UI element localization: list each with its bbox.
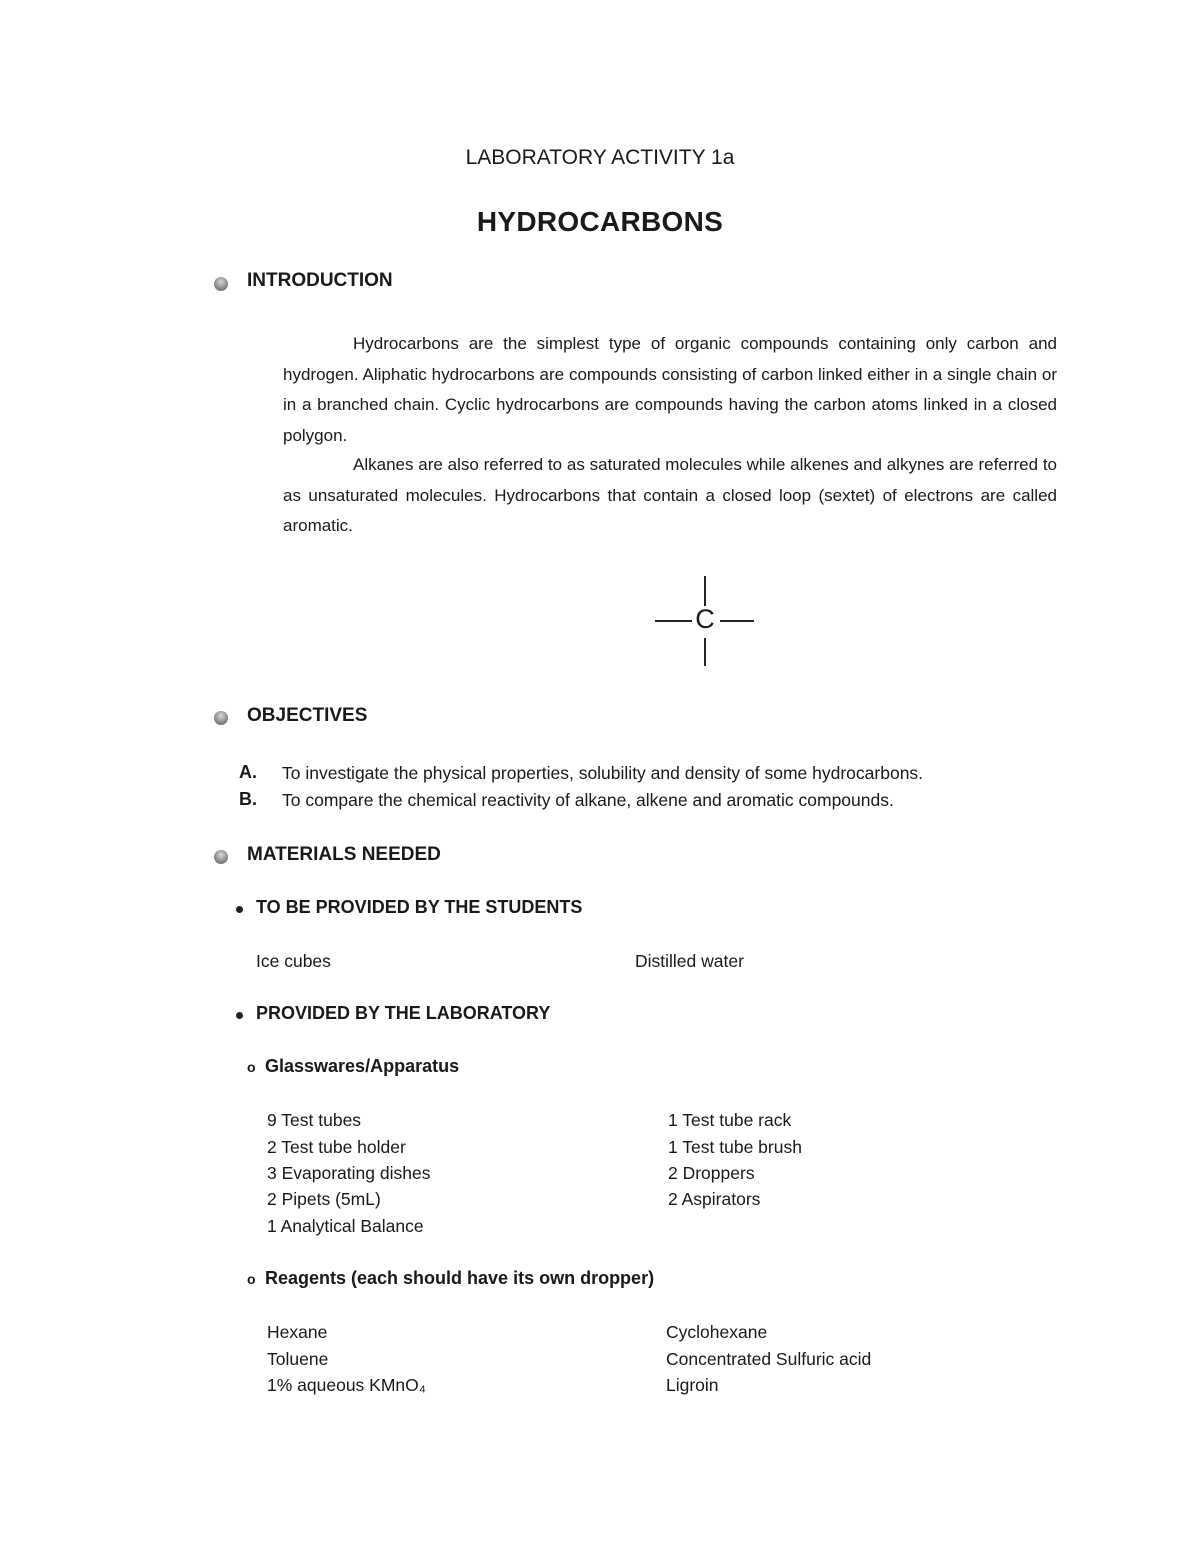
bond-right: [720, 620, 754, 622]
laboratory-heading: PROVIDED BY THE LABORATORY: [256, 1003, 551, 1023]
glassware-heading: Glasswares/Apparatus: [265, 1056, 460, 1076]
objectives-heading: OBJECTIVES: [247, 705, 368, 726]
glassware-item: 9 Test tubes: [267, 1110, 362, 1130]
reagents-heading: Reagents (each should have its own dropper): [265, 1268, 655, 1288]
reagent-item: Concentrated Sulfuric acid: [666, 1349, 872, 1369]
introduction-paragraph-1: [283, 329, 1057, 451]
reagent-item: Ligroin: [666, 1375, 719, 1395]
glassware-item: 1 Analytical Balance: [267, 1216, 424, 1236]
student-item-distilled-water: Distilled water: [635, 951, 744, 971]
objective-b-letter: B.: [239, 789, 257, 809]
bullet-dot-icon: [236, 906, 243, 913]
glassware-item: 1 Test tube brush: [668, 1137, 802, 1157]
carbon-atom-label: C: [695, 604, 715, 634]
section-bullet-icon: [214, 711, 228, 725]
student-item-ice-cubes: Ice cubes: [256, 951, 331, 971]
glassware-item: 2 Pipets (5mL): [267, 1189, 381, 1209]
glassware-item: 1 Test tube rack: [668, 1110, 792, 1130]
sub-bullet-icon: o: [247, 1271, 256, 1287]
reagent-item: Toluene: [267, 1349, 329, 1369]
objective-b-text: To compare the chemical reactivity of alkane, alkene and aromatic compounds.: [282, 790, 894, 810]
objective-a-text: To investigate the physical properties, solubility and density of some hydrocarbons.: [282, 763, 924, 783]
introduction-paragraph-2-text: Alkanes are also referred to as saturated molecules while alkenes and alkynes are referred to as unsaturated molecules. Hydrocarbons that contain a closed loop (sextet) of electrons are called aromatic.: [283, 455, 1057, 535]
bond-left: [655, 620, 692, 622]
reagent-item: Cyclohexane: [666, 1322, 768, 1342]
bond-bottom: [704, 638, 706, 666]
objective-a-letter: A.: [239, 762, 257, 782]
reagent-item: 1% aqueous KMnO₄: [267, 1375, 426, 1395]
introduction-paragraph-1-text: Hydrocarbons are the simplest type of organic compounds containing only carbon and hydrogen. Aliphatic hydrocarbons are compounds consisting of carbon linked either in a single chain or in a branched chain. Cyclic hydrocarbons are compounds having the carbon atoms linked in a closed polygon.: [283, 334, 1057, 445]
bond-top: [704, 576, 706, 606]
lab-activity-subtitle: LABORATORY ACTIVITY 1a: [465, 146, 735, 169]
bullet-dot-icon: [236, 1012, 243, 1019]
section-bullet-icon: [214, 850, 228, 864]
sub-bullet-icon: o: [247, 1059, 256, 1075]
materials-heading: MATERIALS NEEDED: [247, 844, 441, 865]
section-bullet-icon: [214, 277, 228, 291]
page-title: HYDROCARBONS: [476, 206, 724, 237]
glassware-item: 2 Droppers: [668, 1163, 755, 1183]
glassware-item: 3 Evaporating dishes: [267, 1163, 431, 1183]
glassware-item: 2 Aspirators: [668, 1189, 761, 1209]
carbon-bond-diagram: [650, 572, 760, 672]
introduction-paragraph-2: [283, 450, 1057, 542]
glassware-item: 2 Test tube holder: [267, 1137, 406, 1157]
reagent-item: Hexane: [267, 1322, 328, 1342]
introduction-heading: INTRODUCTION: [247, 270, 393, 291]
students-heading: TO BE PROVIDED BY THE STUDENTS: [256, 897, 583, 917]
